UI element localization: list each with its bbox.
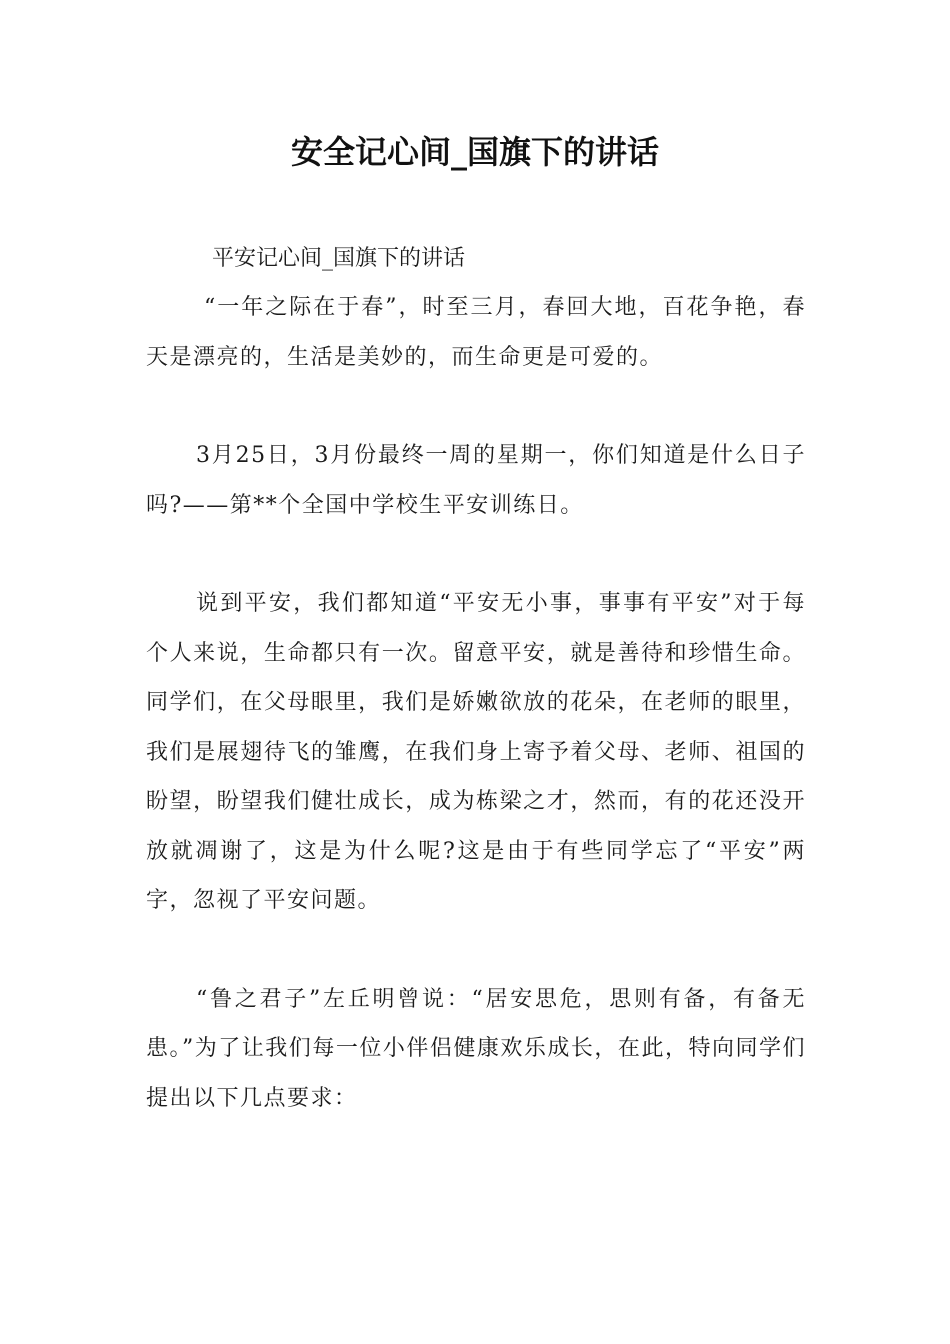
- paragraph-gap: [146, 926, 806, 975]
- paragraph-2: 3月25日，3月份最终一周的星期一，你们知道是什么日子吗?——第**个全国中学校生平安训练日。: [146, 443, 806, 518]
- document-body: [146, 234, 806, 1123]
- paragraph-3: 说到平安，我们都知道“平安无小事，事事有平安”对于每个人来说，生命都只有一次。留意平安，就是善待和珍惜生命。同学们，在父母眼里，我们是娇嫩欲放的花朵，在老师的眼里，我们是展翅待飞的雏鹰，在我们身上寄予着父母、老师、祖国的盼望，盼望我们健壮成长，成为栋梁之才，然而，有的花还没开放就凋谢了，这是为什么呢?这是由于有些同学忘了“平安”两字，忽视了平安问题。: [146, 591, 806, 913]
- document-title: 安全记心间_国旗下的讲话: [290, 133, 659, 171]
- paragraph-gap: [146, 382, 806, 431]
- paragraph-4: “鲁之君子”左丘明曾说：“居安思危，思则有备，有备无患。”为了让我们每一位小伴侣健康欢乐成长，在此，特向同学们提出以下几点要求：: [146, 986, 806, 1111]
- document-subtitle: 平安记心间_国旗下的讲话: [212, 246, 466, 271]
- paragraph-1: “一年之际在于春”，时至三月，春回大地，百花争艳，春天是漂亮的，生活是美妙的，而生命更是可爱的。: [146, 295, 806, 370]
- paragraph-gap: [146, 530, 806, 579]
